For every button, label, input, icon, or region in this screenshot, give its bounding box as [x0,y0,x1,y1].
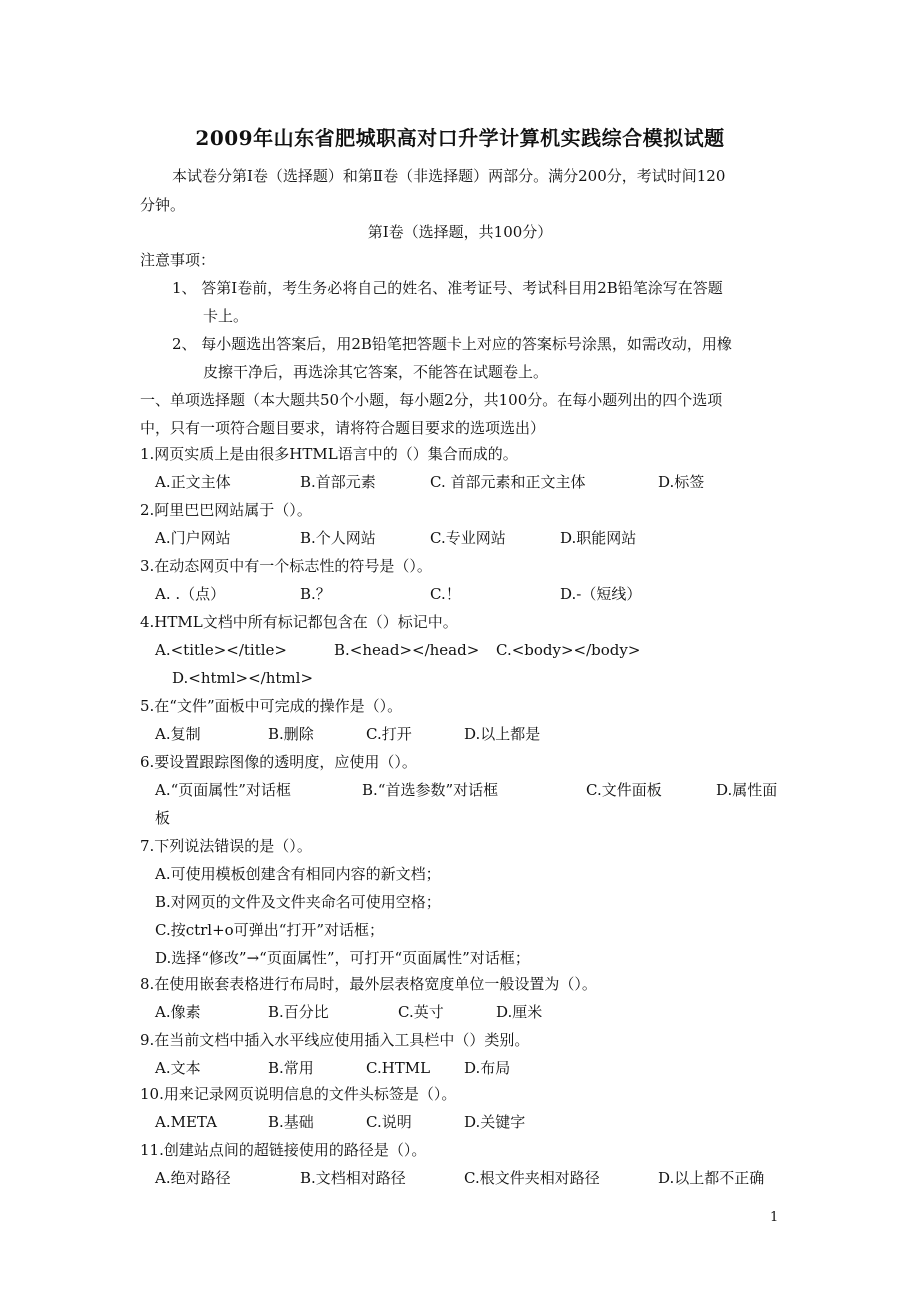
option-c: C.打开 [366,725,412,743]
option-d: D.<html></html> [172,669,314,687]
option-c: C.<body></body> [496,641,641,659]
question-stem: 4.HTML文档中所有标记都包含在（）标记中。 [140,613,458,631]
option-d: D.以上都不正确 [658,1169,765,1187]
section-heading: 第Ⅰ卷（选择题，共100分） [367,223,553,241]
option-d: D.选择“修改”→“页面属性”，可打开“页面属性”对话框； [155,949,530,967]
option-c: C.！ [430,585,461,603]
intro-text: 本试卷分第Ⅰ卷（选择题）和第Ⅱ卷（非选择题）两部分。满分200分，考试时间120 [172,167,726,185]
question-stem: 11.创建站点间的超链接使用的路径是（）。 [140,1141,427,1159]
notes-heading: 注意事项： [140,251,216,269]
option-d: D.以上都是 [464,725,541,743]
option-d: D.属性面 [716,781,778,799]
part-heading-continued: 中，只有一项符合题目要求，请将符合题目要求的选项选出） [140,419,546,437]
page-title: 2009年山东省肥城职高对口升学计算机实践综合模拟试题 [195,126,725,150]
option-a: A.“页面属性”对话框 [155,781,291,799]
question-stem: 3.在动态网页中有一个标志性的符号是（）。 [140,557,432,575]
option-c: C.英寸 [398,1003,444,1021]
option-d: D.关键字 [464,1113,526,1131]
option-d-continued: 板 [155,809,171,827]
question-stem: 8.在使用嵌套表格进行布局时，最外层表格宽度单位一般设置为（）。 [140,975,597,993]
option-c: C.专业网站 [430,529,506,547]
option-a: A.<title></title> [155,641,287,659]
option-d: D.厘米 [496,1003,543,1021]
option-b: B.百分比 [268,1003,329,1021]
question-stem: 10.用来记录网页说明信息的文件头标签是（）。 [140,1085,457,1103]
option-b: B.？ [300,585,331,603]
option-d: D.布局 [464,1059,511,1077]
option-b: B.常用 [268,1059,314,1077]
option-b: B.“首选参数”对话框 [362,781,499,799]
intro-text-continued: 分钟。 [140,196,186,214]
option-a: A.绝对路径 [155,1169,231,1187]
option-c: C.HTML [366,1059,431,1077]
option-a: A. .（点） [155,585,226,603]
option-b: B.个人网站 [300,529,376,547]
option-d: D.职能网站 [560,529,637,547]
option-b: B.删除 [268,725,314,743]
option-b: B.基础 [268,1113,314,1131]
question-stem: 7.下列说法错误的是（）。 [140,837,312,855]
question-stem: 1.网页实质上是由很多HTML语言中的（）集合而成的。 [140,445,518,463]
option-a: A.文本 [155,1059,201,1077]
option-a: A.正文主体 [155,473,231,491]
option-d: D.标签 [658,473,705,491]
option-b: B.<head></head> [334,641,480,659]
option-c: C.说明 [366,1113,412,1131]
note-item-2: 2、 每小题选出答案后，用2B铅笔把答题卡上对应的答案标号涂黑，如需改动，用橡 [172,335,732,353]
option-a: A.门户网站 [155,529,231,547]
part-heading: 一、单项选择题（本大题共50个小题，每小题2分，共100分。在每小题列出的四个选项 [140,391,723,409]
option-a: A.复制 [155,725,201,743]
option-a: A.像素 [155,1003,201,1021]
option-b: B.对网页的文件及文件夹命名可使用空格； [155,893,441,911]
option-b: B.首部元素 [300,473,376,491]
note-item-1: 1、 答第Ⅰ卷前，考生务必将自己的姓名、准考证号、考试科目用2B铅笔涂写在答题 [172,279,723,297]
option-a: A.META [155,1113,217,1131]
option-b: B.文档相对路径 [300,1169,406,1187]
page-number: 1 [770,1210,779,1225]
question-stem: 6.要设置跟踪图像的透明度，应使用（）。 [140,753,417,771]
option-a: A.可使用模板创建含有相同内容的新文档； [155,865,441,883]
option-d: D.-（短线） [560,585,642,603]
option-c: C.根文件夹相对路径 [464,1169,600,1187]
question-stem: 5.在“文件”面板中可完成的操作是（）。 [140,697,403,715]
option-c: C. 首部元素和正文主体 [430,473,586,491]
note-item-1-continued: 卡上。 [203,307,249,325]
question-stem: 9.在当前文档中插入水平线应使用插入工具栏中（）类别。 [140,1031,530,1049]
option-c: C.文件面板 [586,781,662,799]
option-c: C.按ctrl+o可弹出“打开”对话框； [155,921,385,939]
question-stem: 2.阿里巴巴网站属于（）。 [140,501,312,519]
note-item-2-continued: 皮擦干净后，再选涂其它答案，不能答在试题卷上。 [203,363,549,381]
